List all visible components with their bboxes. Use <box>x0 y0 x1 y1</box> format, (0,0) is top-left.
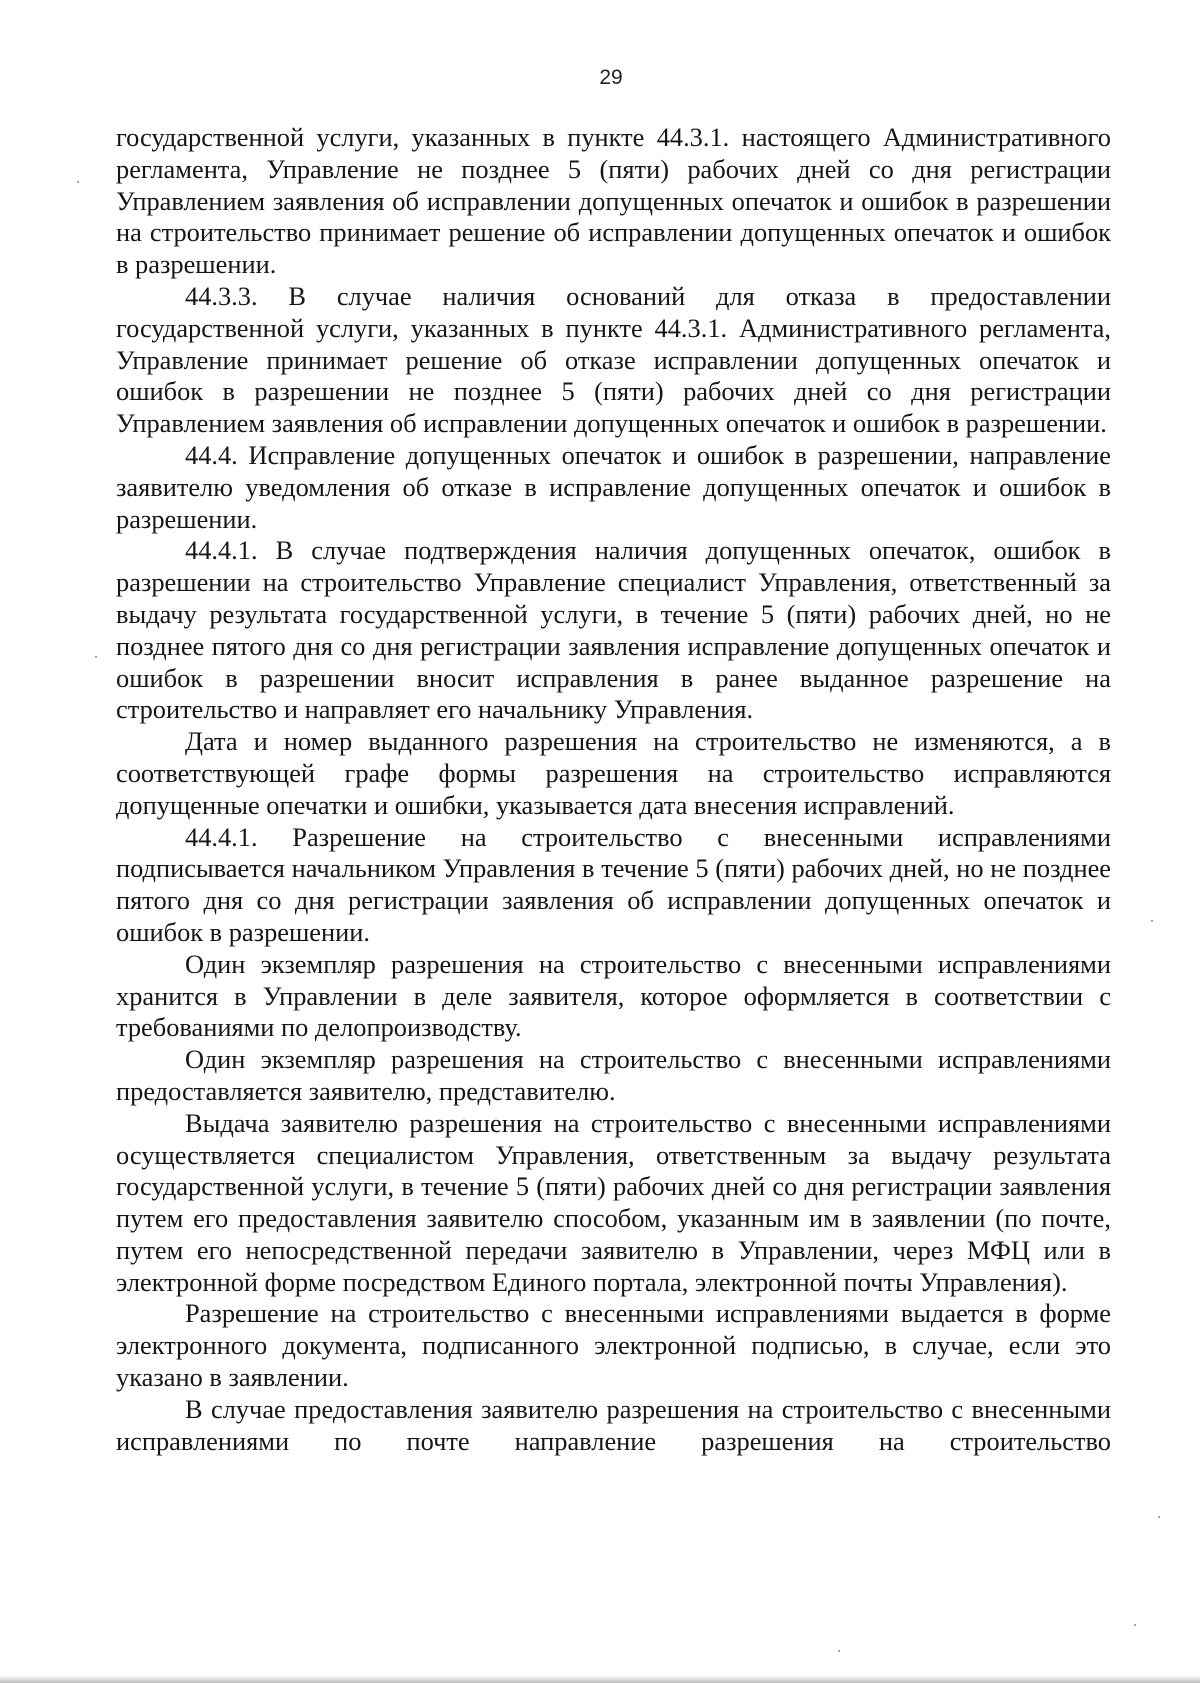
scan-speck <box>77 181 79 183</box>
scan-speck <box>838 1650 840 1652</box>
paragraph-issuance: Выдача заявителю разрешения на строительство с внесенными исправлениями осуществляется специалистом Управления, ответственным за выдачу результата государственной услуги, в течение 5 (пяти) рабочих дней со дня регистрации заявления путем его предоставления заявителю способом, указанным им в заявлении (по почте, путем его непосредственной передачи заявителю в Управлении, через МФЦ или в электронной форме посредством Единого портала, электронной почты Управления). <box>116 1107 1111 1297</box>
paragraph-44-4-1: 44.4.1. В случае подтверждения наличия допущенных опечаток, ошибок в разрешении на строительство Управление специалист Управления, ответственный за выдачу результата государственной услуги, в течение 5 (пяти) рабочих дней, но не позднее пятого дня со дня регистрации заявления исправление допущенных опечаток и ошибок в разрешении вносит исправления в ранее выданное разрешение на строительство и направляет его начальнику Управления. <box>116 535 1111 725</box>
paragraph-44-4: 44.4. Исправление допущенных опечаток и ошибок в разрешении, направление заявителю уведомления об отказе в исправление допущенных опечаток и ошибок в разрешении. <box>116 439 1111 534</box>
paragraph-electronic-form: Разрешение на строительство с внесенными исправлениями выдается в форме электронного документа, подписанного электронной подписью, в случае, если это указано в заявлении. <box>116 1298 1111 1393</box>
paragraph-44-3-3: 44.3.3. В случае наличия оснований для отказа в предоставлении государственной услуги, указанных в пункте 44.3.1. Административного регламента, Управление принимает решение об отказе исправлении допущенных опечаток и ошибок в разрешении не позднее 5 (пяти) рабочих дней со дня регистрации Управлением заявления об исправлении допущенных опечаток и ошибок в разрешении. <box>116 280 1111 439</box>
paragraph-copy-stored: Один экземпляр разрешения на строительство с внесенными исправлениями хранится в Управлении в деле заявителя, которое оформляется в соответствии с требованиями по делопроизводству. <box>116 948 1111 1043</box>
paragraph-copy-provided: Один экземпляр разрешения на строительство с внесенными исправлениями предоставляется заявителю, представителю. <box>116 1044 1111 1106</box>
document-body <box>116 122 1111 1457</box>
scan-edge <box>0 1675 1200 1683</box>
page-number: 29 <box>599 66 623 89</box>
scan-speck <box>1151 920 1153 922</box>
paragraph-mail-delivery: В случае предоставления заявителю разрешения на строительство с внесенными исправлениями по почте направление разрешения на строительство <box>116 1393 1111 1456</box>
scan-speck <box>1158 1516 1160 1518</box>
paragraph-date-and-number: Дата и номер выданного разрешения на строительство не изменяются, а в соответствующей графе формы разрешения на строительство исправляются допущенные опечатки и ошибки, указывается дата внесения исправлений. <box>116 726 1111 820</box>
scan-speck <box>1134 1624 1136 1626</box>
paragraph-44-4-1-signing: 44.4.1. Разрешение на строительство с внесенными исправлениями подписывается начальником Управления в течение 5 (пяти) рабочих дней, но не позднее пятого дня со дня регистрации заявления об исправлении допущенных опечаток и ошибок в разрешении. <box>116 821 1111 947</box>
paragraph-continuation: государственной услуги, указанных в пункте 44.3.1. настоящего Административного регламента, Управление не позднее 5 (пяти) рабочих дней со дня регистрации Управлением заявления об исправлении допущенных опечаток и ошибок в разрешении на строительство принимает решение об исправлении допущенных опечаток и ошибок в разрешении. <box>116 122 1111 280</box>
scan-speck <box>95 656 97 658</box>
